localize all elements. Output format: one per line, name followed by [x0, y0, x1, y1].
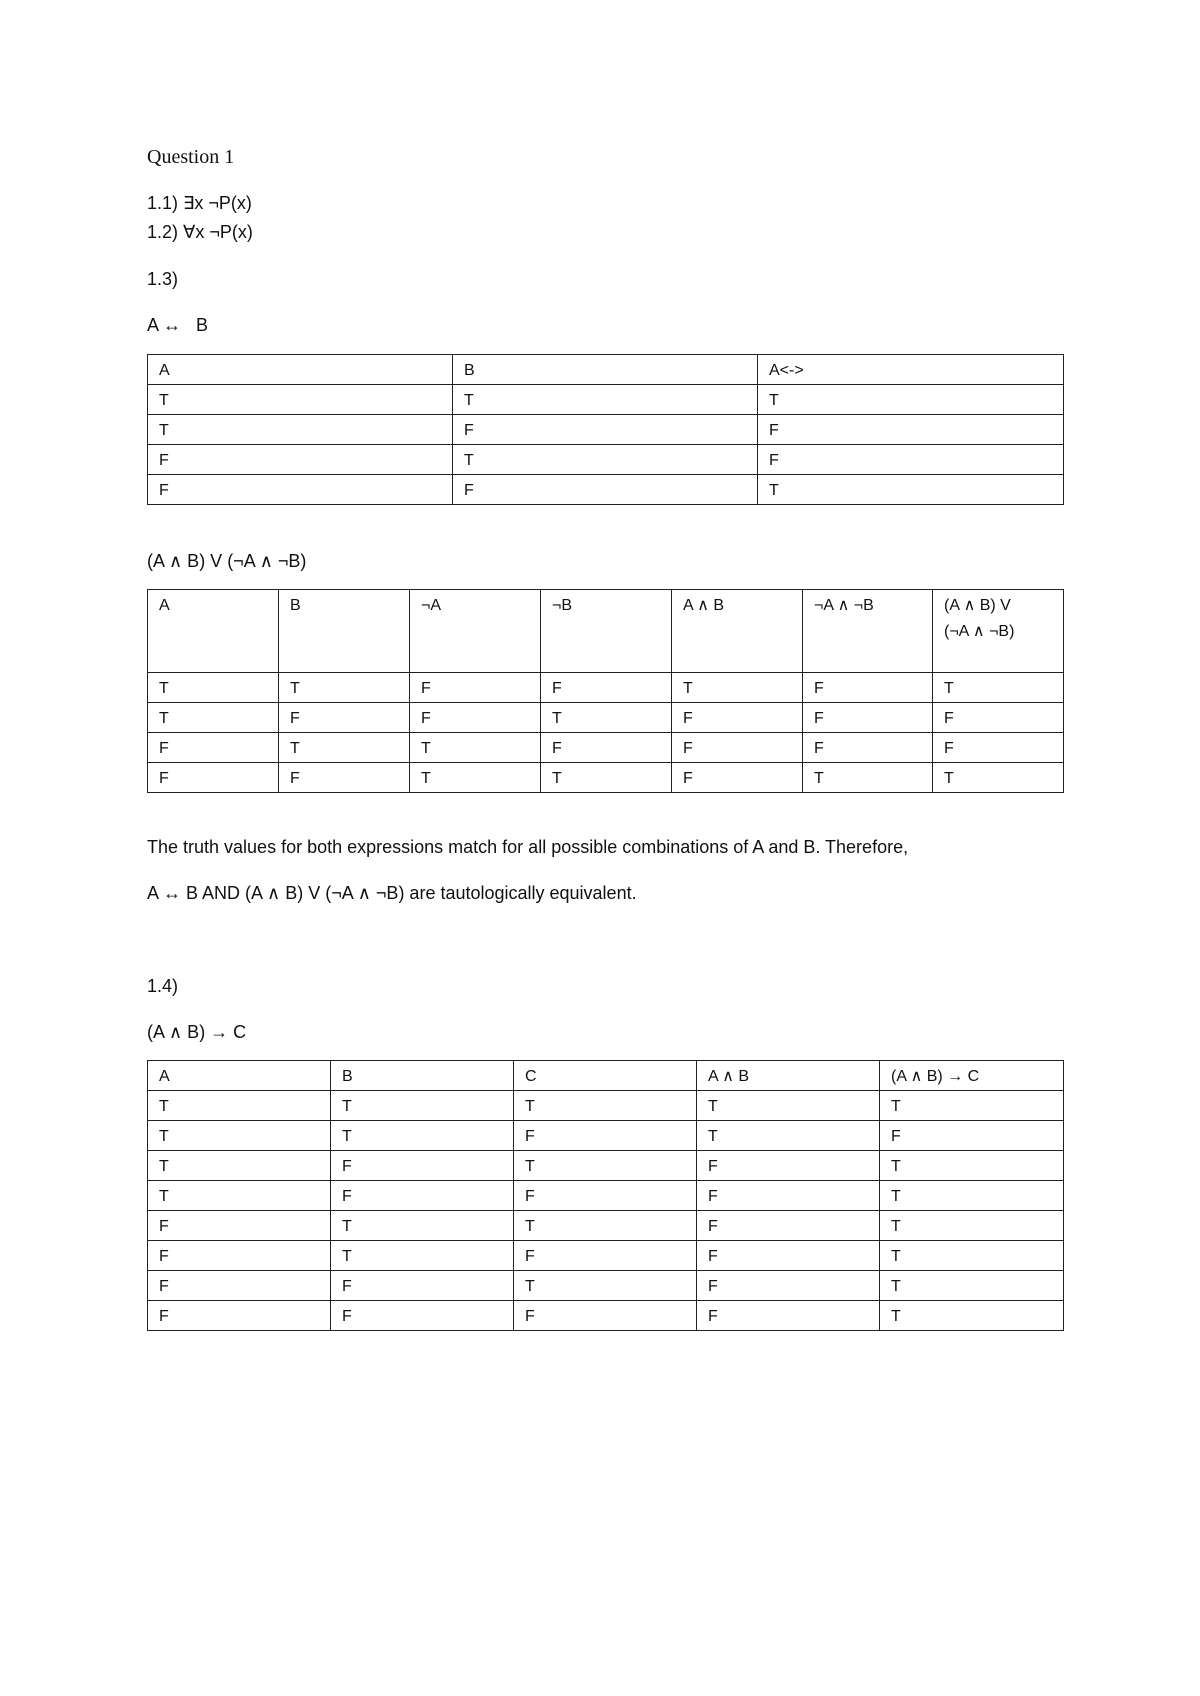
table-cell: T [148, 1181, 331, 1211]
table-cell: F [148, 1241, 331, 1271]
table-cell: T [933, 673, 1064, 703]
table-header-cell: (A ∧ B) V (¬A ∧ ¬B) [933, 590, 1064, 673]
table-cell: T [672, 673, 803, 703]
table-header-cell: A ∧ B [697, 1061, 880, 1091]
table-cell: T [880, 1271, 1064, 1301]
question-title: Question 1 [147, 146, 235, 168]
table-cell: F [514, 1241, 697, 1271]
implication-expression: (A ∧ B) → C [147, 1022, 247, 1042]
truth-table-biconditional [147, 354, 1064, 505]
table-row [148, 1181, 1064, 1211]
table-cell: T [148, 415, 453, 445]
table-cell: T [410, 733, 541, 763]
table-cell: T [880, 1301, 1064, 1331]
table-header-row [148, 590, 1064, 673]
table-cell: F [803, 703, 933, 733]
table-cell: T [331, 1091, 514, 1121]
table-cell: T [453, 445, 758, 475]
table-cell: T [697, 1091, 880, 1121]
table-row [148, 703, 1064, 733]
table-cell: F [933, 703, 1064, 733]
table-cell: F [453, 415, 758, 445]
table-header-row [148, 355, 1064, 385]
table-cell: F [410, 703, 541, 733]
table-cell: T [410, 763, 541, 793]
table-cell: T [880, 1211, 1064, 1241]
table-cell: T [758, 475, 1064, 505]
table-cell: F [514, 1301, 697, 1331]
table-cell: F [331, 1301, 514, 1331]
table-header-cell: A<-> [758, 355, 1064, 385]
table-cell: F [514, 1181, 697, 1211]
answer-1-4-label: 1.4) [147, 976, 179, 996]
table-row [148, 445, 1064, 475]
table-cell: T [453, 385, 758, 415]
table-cell: T [758, 385, 1064, 415]
table-row [148, 1091, 1064, 1121]
table-row [148, 1121, 1064, 1151]
disjunction-expression: (A ∧ B) V (¬A ∧ ¬B) [147, 551, 307, 571]
table-cell: T [880, 1181, 1064, 1211]
table-cell: T [331, 1241, 514, 1271]
table-cell: F [279, 763, 410, 793]
table-cell: F [148, 445, 453, 475]
table-cell: F [672, 763, 803, 793]
table-cell: T [541, 763, 672, 793]
table-cell: F [453, 475, 758, 505]
table-row [148, 1151, 1064, 1181]
table-cell: T [148, 385, 453, 415]
table-cell: F [331, 1181, 514, 1211]
table-cell: F [514, 1121, 697, 1151]
table-cell: F [697, 1241, 880, 1271]
conclusion-line-1: The truth values for both expressions match for all possible combinations of A and B. Therefore, [147, 837, 909, 857]
table-row [148, 385, 1064, 415]
table-cell: F [697, 1211, 880, 1241]
table-cell: T [880, 1091, 1064, 1121]
table-cell: T [279, 673, 410, 703]
table-cell: T [514, 1151, 697, 1181]
answer-1-1: 1.1) ∃x ¬P(x) [147, 193, 252, 213]
table-cell: F [697, 1181, 880, 1211]
truth-table-implication [147, 1060, 1064, 1331]
table-cell: T [514, 1211, 697, 1241]
table-row [148, 415, 1064, 445]
table-header-cell: A [148, 355, 453, 385]
table-cell: T [148, 1121, 331, 1151]
table-row [148, 1241, 1064, 1271]
table-header-row [148, 1061, 1064, 1091]
table-header-cell: ¬A ∧ ¬B [803, 590, 933, 673]
table-cell: F [672, 703, 803, 733]
table-cell: F [672, 733, 803, 763]
biconditional-expression: A ↔ B [147, 315, 209, 335]
table-cell: F [758, 415, 1064, 445]
table-cell: F [697, 1271, 880, 1301]
table-cell: F [933, 733, 1064, 763]
table-cell: T [148, 1151, 331, 1181]
table-cell: T [331, 1121, 514, 1151]
table-cell: F [148, 1301, 331, 1331]
table-cell: F [697, 1301, 880, 1331]
table-cell: F [410, 673, 541, 703]
table-row [148, 1271, 1064, 1301]
table-header-cell: ¬B [541, 590, 672, 673]
answer-1-3-label: 1.3) [147, 269, 179, 289]
table-cell: T [697, 1121, 880, 1151]
table-row [148, 733, 1064, 763]
table-cell: T [803, 763, 933, 793]
table-header-cell: A [148, 590, 279, 673]
table-header-cell: B [453, 355, 758, 385]
table-row [148, 763, 1064, 793]
table-header-cell: C [514, 1061, 697, 1091]
table-cell: T [880, 1151, 1064, 1181]
table-cell: F [148, 733, 279, 763]
table-cell: F [331, 1271, 514, 1301]
table-row [148, 673, 1064, 703]
table-cell: T [514, 1271, 697, 1301]
table-cell: T [880, 1241, 1064, 1271]
table-cell: T [933, 763, 1064, 793]
table-cell: T [514, 1091, 697, 1121]
table-cell: T [148, 673, 279, 703]
table-header-cell: B [279, 590, 410, 673]
table-cell: T [279, 733, 410, 763]
table-header-cell: A ∧ B [672, 590, 803, 673]
conclusion-line-2: A ↔ B AND (A ∧ B) V (¬A ∧ ¬B) are tautologically equivalent. [147, 883, 637, 903]
table-cell: F [697, 1151, 880, 1181]
table-cell: F [803, 733, 933, 763]
table-cell: F [148, 475, 453, 505]
table-cell: T [331, 1211, 514, 1241]
table-cell: F [331, 1151, 514, 1181]
table-cell: F [758, 445, 1064, 475]
table-cell: F [279, 703, 410, 733]
table-row [148, 475, 1064, 505]
table-cell: F [541, 673, 672, 703]
table-cell: T [148, 703, 279, 733]
table-cell: T [541, 703, 672, 733]
table-row [148, 1211, 1064, 1241]
table-header-cell: ¬A [410, 590, 541, 673]
table-header-cell: B [331, 1061, 514, 1091]
table-cell: F [148, 763, 279, 793]
table-cell: F [880, 1121, 1064, 1151]
table-cell: F [803, 673, 933, 703]
table-cell: F [541, 733, 672, 763]
table-cell: T [148, 1091, 331, 1121]
truth-table-disjunction [147, 589, 1064, 793]
table-cell: F [148, 1271, 331, 1301]
answer-1-2: 1.2) ∀x ¬P(x) [147, 222, 253, 242]
table-header-cell: A [148, 1061, 331, 1091]
table-header-cell: (A ∧ B) → C [880, 1061, 1064, 1091]
table-cell: F [148, 1211, 331, 1241]
table-row [148, 1301, 1064, 1331]
